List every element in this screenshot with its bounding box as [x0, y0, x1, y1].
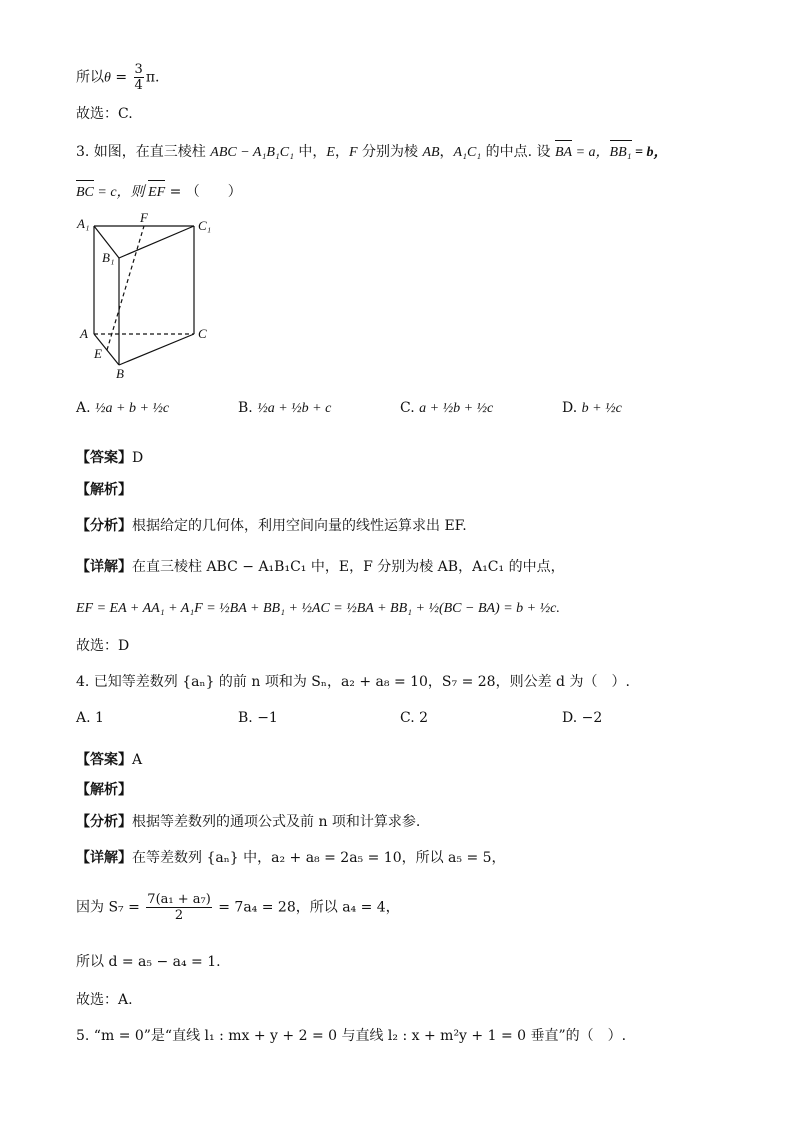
- option-text: −2: [581, 710, 603, 726]
- q3-end: 的中点. 设: [481, 144, 555, 160]
- pi-symbol: π.: [145, 69, 160, 86]
- edge-ab: AB: [422, 145, 440, 160]
- q3-blank: = （ ）: [165, 184, 242, 200]
- q4-option-b[interactable]: [238, 708, 278, 728]
- sum-fraction: [146, 892, 212, 923]
- edge-b1c1-line: [119, 226, 194, 258]
- option-letter: A.: [76, 710, 91, 726]
- jiexi-tag: 【解析】: [76, 482, 132, 498]
- jiexi-tag: 【解析】: [76, 782, 132, 798]
- q4-xiangjie: [76, 848, 506, 868]
- option-text: ½a + b + ½c: [95, 401, 170, 416]
- fraction-numerator: 3: [134, 62, 143, 77]
- q3-sep: ，: [439, 144, 454, 160]
- q3-stem-line1: [76, 142, 668, 163]
- fenxi-text: 根据等差数列的通项公式及前 n 项和计算求参.: [132, 814, 421, 830]
- q3-prefix: 3. 如图，在直三棱柱: [76, 144, 211, 160]
- option-letter: D.: [562, 710, 578, 726]
- option-text: ½a + ½b + c: [257, 401, 332, 416]
- fenxi-tag: 【分析】: [76, 518, 132, 534]
- point-e: E: [326, 145, 335, 160]
- label-a1: A₁: [77, 216, 90, 231]
- q4-answer: [76, 750, 142, 770]
- q4-line2: [76, 892, 400, 923]
- q4-option-a[interactable]: [76, 708, 104, 728]
- q4-option-c[interactable]: [400, 708, 428, 728]
- option-text: 2: [419, 710, 429, 726]
- option-text: a + ½b + ½c: [419, 401, 494, 416]
- q3-mid2: 分别为棱: [357, 144, 423, 160]
- q3-option-a[interactable]: [76, 398, 169, 419]
- theta-symbol: θ: [104, 70, 111, 86]
- answer-tag: 【答案】: [76, 450, 132, 466]
- sum-fraction-denominator: 2: [174, 908, 184, 923]
- option-letter: B.: [238, 400, 253, 416]
- answer-tag: 【答案】: [76, 752, 132, 768]
- eq-c: = c，则: [93, 185, 149, 200]
- xiangjie-tag: 【详解】: [76, 850, 132, 866]
- answer-select-d: 故选：D: [76, 638, 130, 654]
- answer-select-a: 故选：A.: [76, 992, 133, 1008]
- fraction-3-4: [134, 62, 144, 93]
- vector-ef: EF: [148, 183, 165, 203]
- q3-fenxi: [76, 516, 467, 536]
- option-letter: A.: [76, 400, 91, 416]
- q5-stem: 5. “m = 0”是“直线 l₁ : mx + y + 2 = 0 与直线 l₂ : x + m²y + 1 = 0 垂直”的（ ）.: [76, 1028, 627, 1044]
- option-text: −1: [257, 710, 278, 726]
- q3-option-d[interactable]: [562, 398, 622, 419]
- q3-jiexi: [76, 480, 132, 500]
- q3-comma: ，: [334, 144, 349, 160]
- fenxi-tag: 【分析】: [76, 814, 132, 830]
- option-text: 1: [95, 710, 104, 726]
- prism-figure: [74, 210, 224, 380]
- vector-ba: BA: [555, 143, 572, 163]
- q3-mid: 中，: [293, 144, 327, 160]
- fraction-denominator: 4: [134, 78, 143, 93]
- option-text: b + ½c: [581, 401, 622, 416]
- q4-fenxi: [76, 812, 420, 832]
- eq-a: = a，: [572, 145, 610, 160]
- q3-prism: ABC − A₁B₁C₁: [210, 145, 294, 160]
- sum-fraction-numerator: 7(a₁ + a₇): [147, 892, 211, 907]
- q4-stem: 4. 已知等差数列 {aₙ} 的前 n 项和为 Sₙ，a₂ + a₈ = 10，S₇ = 28，则公差 d 为（ ）.: [76, 674, 630, 690]
- q4-option-d[interactable]: [562, 708, 602, 728]
- q4-line2-prefix: 因为 S₇ =: [76, 899, 145, 916]
- q4-line2-suffix: = 7a₄ = 28，所以 a₄ = 4，: [213, 899, 400, 916]
- q3-stem-line2: [76, 182, 242, 203]
- xiangjie-text: 在等差数列 {aₙ} 中，a₂ + a₈ = 2a₅ = 10，所以 a₅ = 5，: [132, 850, 506, 866]
- label-b1: B₁: [102, 250, 115, 265]
- option-letter: C.: [400, 710, 415, 726]
- label-f: F: [140, 210, 148, 225]
- theta-line: [76, 62, 159, 93]
- label-a: A: [80, 326, 88, 341]
- edge-bc-line: [119, 334, 194, 365]
- point-f: F: [348, 145, 358, 160]
- label-b: B: [116, 366, 124, 380]
- q3-xiangjie: [76, 557, 565, 577]
- q3-option-b[interactable]: [238, 398, 331, 419]
- label-c: C: [198, 326, 207, 341]
- q3-option-c[interactable]: [400, 398, 493, 419]
- eq-b: = b，: [631, 145, 668, 160]
- option-letter: C.: [400, 400, 415, 416]
- fenxi-text: 根据给定的几何体，利用空间向量的线性运算求出 EF.: [132, 518, 467, 534]
- answer-select-c: 故选：C.: [76, 106, 133, 122]
- equals-sign: =: [110, 69, 132, 86]
- answer-value: A: [132, 752, 143, 768]
- vector-bc: BC: [76, 183, 94, 203]
- label-c1: C₁: [198, 218, 212, 233]
- option-letter: B.: [238, 710, 253, 726]
- vector-equation: EF = EA + AA₁ + A₁F = ½BA + BB₁ + ½AC = ½BA + BB₁ + ½(BC − BA) = b + ½c.: [76, 601, 560, 616]
- q4-line3: 所以 d = a₅ − a₄ = 1.: [76, 954, 221, 970]
- answer-value: D: [132, 450, 144, 466]
- q4-jiexi: [76, 780, 132, 800]
- text-so: 所以: [76, 69, 104, 86]
- edge-a1c1: A₁C₁: [453, 145, 482, 160]
- xiangjie-tag: 【详解】: [76, 559, 132, 575]
- option-letter: D.: [562, 400, 578, 416]
- label-e: E: [94, 346, 102, 361]
- segment-ef: [107, 226, 144, 350]
- xiangjie-text: 在直三棱柱 ABC − A₁B₁C₁ 中，E，F 分别为棱 AB，A₁C₁ 的中点，: [132, 559, 565, 575]
- q3-vector-equation: [76, 598, 560, 619]
- q3-answer: [76, 448, 143, 468]
- vector-bb1: BB₁: [610, 143, 632, 163]
